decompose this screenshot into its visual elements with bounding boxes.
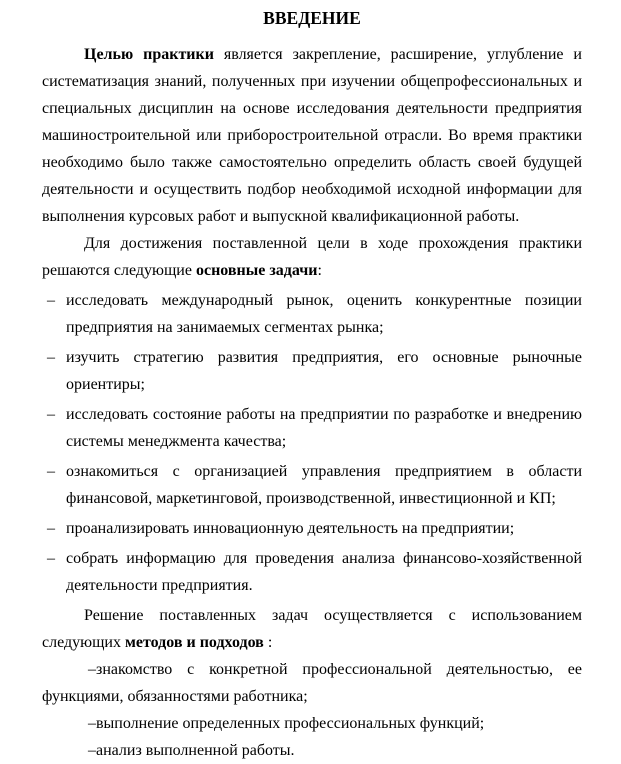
intro-text: является закрепление, расширение, углубление и систематизация знаний, полученных при изучении общепрофессиональных и специальных дисциплин на основе исследования деятельности предприятия машиностроительной или приборостроительной отрасли. Во время практики необходимо было также самостоятельно определить область своей будущей деятельности и осуществить подбор необходимой исходной информации для выполнения курсовых работ и выпускной квалификационной работы. — [42, 46, 582, 225]
list-item-text: ознакомиться с организацией управления предприятием в области финансовой, маркетинговой, производственной, инвестиционной и КП; — [66, 463, 582, 507]
dash-marker: – — [47, 349, 55, 366]
list-item — [42, 401, 582, 455]
list-item — [42, 545, 582, 599]
method-paragraph: –знакомство с конкретной профессиональной деятельностью, ее функциями, обязанностями работника; — [42, 661, 582, 705]
methods-intro-paragraph — [42, 602, 582, 656]
dash-marker: – — [47, 406, 55, 423]
document-title: ВВЕДЕНИЕ — [263, 8, 361, 28]
tasks-intro-bold: основные задачи — [195, 262, 318, 279]
intro-paragraph — [42, 41, 582, 230]
methods-intro-after: : — [263, 634, 273, 651]
dash-marker: – — [47, 520, 55, 537]
dash-marker: – — [47, 292, 55, 309]
dash-marker: – — [47, 463, 55, 480]
tasks-list — [42, 287, 582, 599]
methods-intro-before: Решение поставленных задач осуществляется с использованием следующих — [42, 607, 582, 651]
intro-lead-bold: Целью практики — [84, 46, 214, 63]
method-paragraph: –анализ выполненной работы. — [88, 742, 295, 759]
method-paragraph: –выполнение определенных профессиональных функций; — [88, 715, 485, 732]
dash-marker: – — [47, 550, 55, 567]
list-item — [42, 287, 582, 341]
list-item-text: изучить стратегию развития предприятия, его основные рыночные ориентиры; — [66, 349, 582, 393]
list-item-text: исследовать состояние работы на предприятии по разработке и внедрению системы менеджмента качества; — [66, 406, 582, 450]
tasks-intro-after: : — [317, 262, 322, 279]
list-item — [42, 515, 582, 542]
list-item-text: проанализировать инновационную деятельность на предприятии; — [66, 520, 515, 537]
tasks-intro-paragraph — [42, 230, 582, 284]
methods-intro-bold: методов и подходов — [124, 634, 264, 651]
list-item — [42, 458, 582, 512]
list-item-text: собрать информацию для проведения анализа финансово-хозяйственной деятельности предприятия. — [66, 550, 582, 594]
list-item — [42, 344, 582, 398]
tasks-intro-before: Для достижения поставленной цели в ходе прохождения практики решаются следующие — [42, 235, 582, 279]
list-item-text: исследовать международный рынок, оценить конкурентные позиции предприятия на занимаемых сегментах рынка; — [66, 292, 582, 336]
